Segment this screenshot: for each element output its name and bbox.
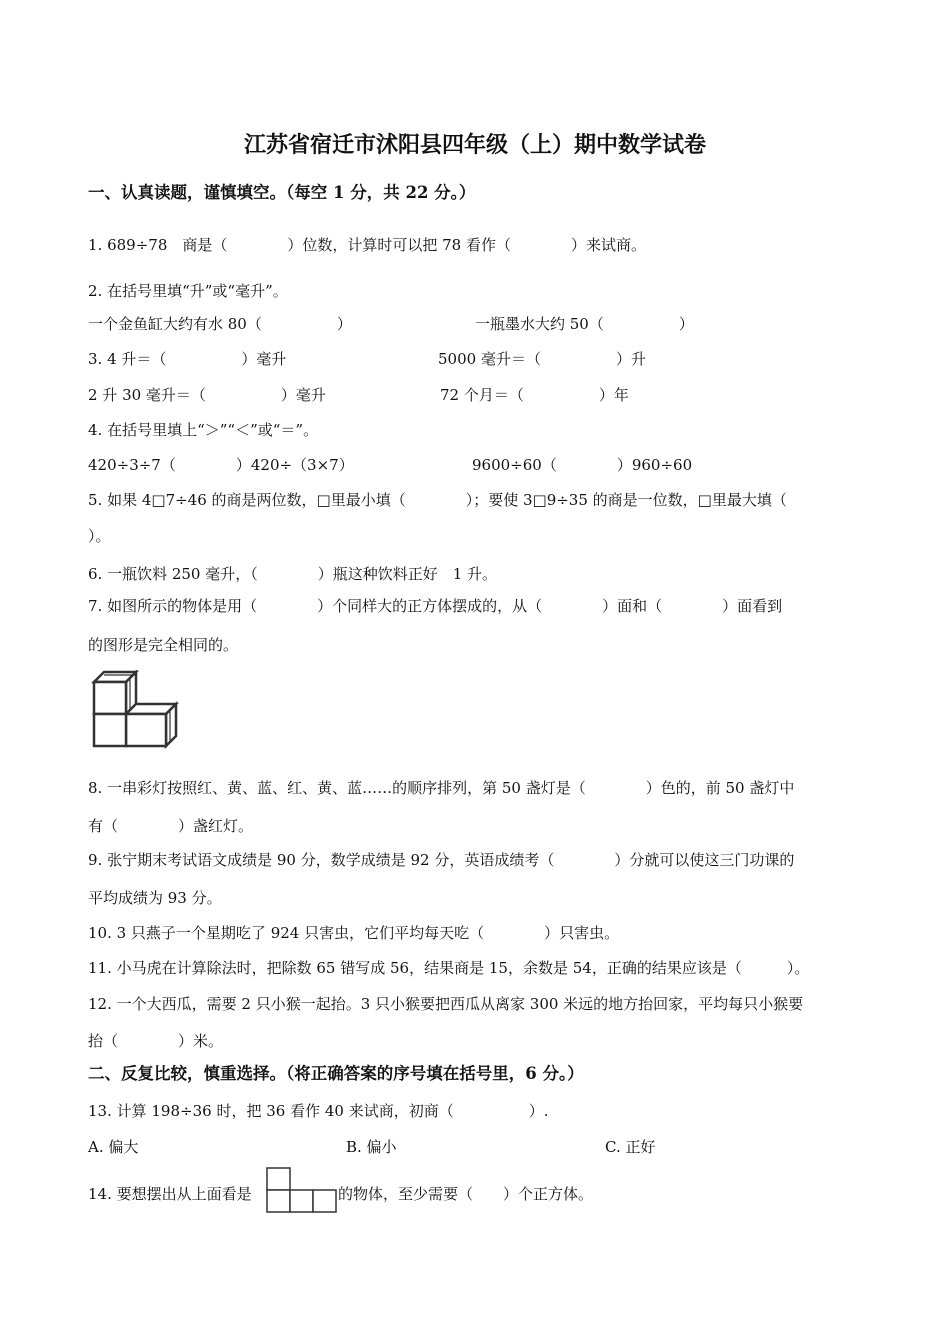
question-12-line2: 抬（ ）米。 xyxy=(88,1032,224,1050)
question-3a: 3. 4 升＝（ ）毫升 xyxy=(88,350,287,368)
question-8-line1: 8. 一串彩灯按照红、黄、蓝、红、黄、蓝……的顺序排列，第 50 盏灯是（ ）色的，前 50 盏灯中 xyxy=(88,779,795,797)
question-6: 6. 一瓶饮料 250 毫升，（ ）瓶这种饮料正好 1 升。 xyxy=(88,565,498,583)
section-1-heading: 一、认真读题，谨慎填空。（每空 1 分，共 22 分。） xyxy=(88,183,476,202)
question-1: 1. 689÷78 商是（ ）位数，计算时可以把 78 看作（ ）来试商。 xyxy=(88,236,646,254)
question-13-option-b: B. 偏小 xyxy=(346,1138,397,1156)
question-4b: 9600÷60（ ）960÷60 xyxy=(472,456,693,474)
question-5-line1: 5. 如果 4□7÷46 的商是两位数，□里最小填（ ）；要使 3□9÷35 的商是一位数，□里最大填（ xyxy=(88,491,787,509)
question-4-stem: 4. 在括号里填上“＞”“＜”或“＝”。 xyxy=(88,421,319,439)
question-3b: 5000 毫升＝（ ）升 xyxy=(438,350,646,368)
question-7-line1: 7. 如图所示的物体是用（ ）个同样大的正方体摆成的，从（ ）面和（ ）面看到 xyxy=(88,597,783,615)
question-13-option-c: C. 正好 xyxy=(605,1138,656,1156)
question-2b: 一瓶墨水大约 50（ ） xyxy=(475,315,694,333)
question-2a: 一个金鱼缸大约有水 80（ ） xyxy=(88,315,352,333)
question-10: 10. 3 只燕子一个星期吃了 924 只害虫，它们平均每天吃（ ）只害虫。 xyxy=(88,924,620,942)
question-9-line1: 9. 张宁期末考试语文成绩是 90 分，数学成绩是 92 分，英语成绩考（ ）分就可以使这三门功课的 xyxy=(88,851,795,869)
question-8-line2: 有（ ）盏红灯。 xyxy=(88,817,254,835)
top-view-figure xyxy=(266,1167,338,1215)
question-14-after: 的物体，至少需要（ ）个正方体。 xyxy=(338,1185,594,1203)
question-3d: 72 个月＝（ ）年 xyxy=(440,386,629,404)
question-4a: 420÷3÷7（ ）420÷（3×7） xyxy=(88,456,354,474)
question-11: 11. 小马虎在计算除法时，把除数 65 错写成 56，结果商是 15，余数是 54，正确的结果应该是（ ）。 xyxy=(88,959,810,977)
question-12-line1: 12. 一个大西瓜，需要 2 只小猴一起抬。3 只小猴要把西瓜从离家 300 米远的地方抬回家，平均每只小猴要 xyxy=(88,995,804,1013)
question-14-before: 14. 要想摆出从上面看是 xyxy=(88,1185,252,1203)
question-2-stem: 2. 在括号里填“升”或“毫升”。 xyxy=(88,282,288,300)
question-13-option-a: A. 偏大 xyxy=(88,1138,139,1156)
question-13-stem: 13. 计算 198÷36 时，把 36 看作 40 来试商，初商（ ）. xyxy=(88,1102,549,1120)
question-3c: 2 升 30 毫升＝（ ）毫升 xyxy=(88,386,326,404)
question-5-line2: ）。 xyxy=(88,527,111,545)
question-9-line2: 平均成绩为 93 分。 xyxy=(88,889,222,907)
question-7-line2: 的图形是完全相同的。 xyxy=(88,636,239,654)
page-title: 江苏省宿迁市沭阳县四年级（上）期中数学试卷 xyxy=(243,132,706,158)
section-2-heading: 二、反复比较，慎重选择。（将正确答案的序号填在括号里，6 分。） xyxy=(88,1064,584,1083)
cube-figure xyxy=(90,670,186,750)
